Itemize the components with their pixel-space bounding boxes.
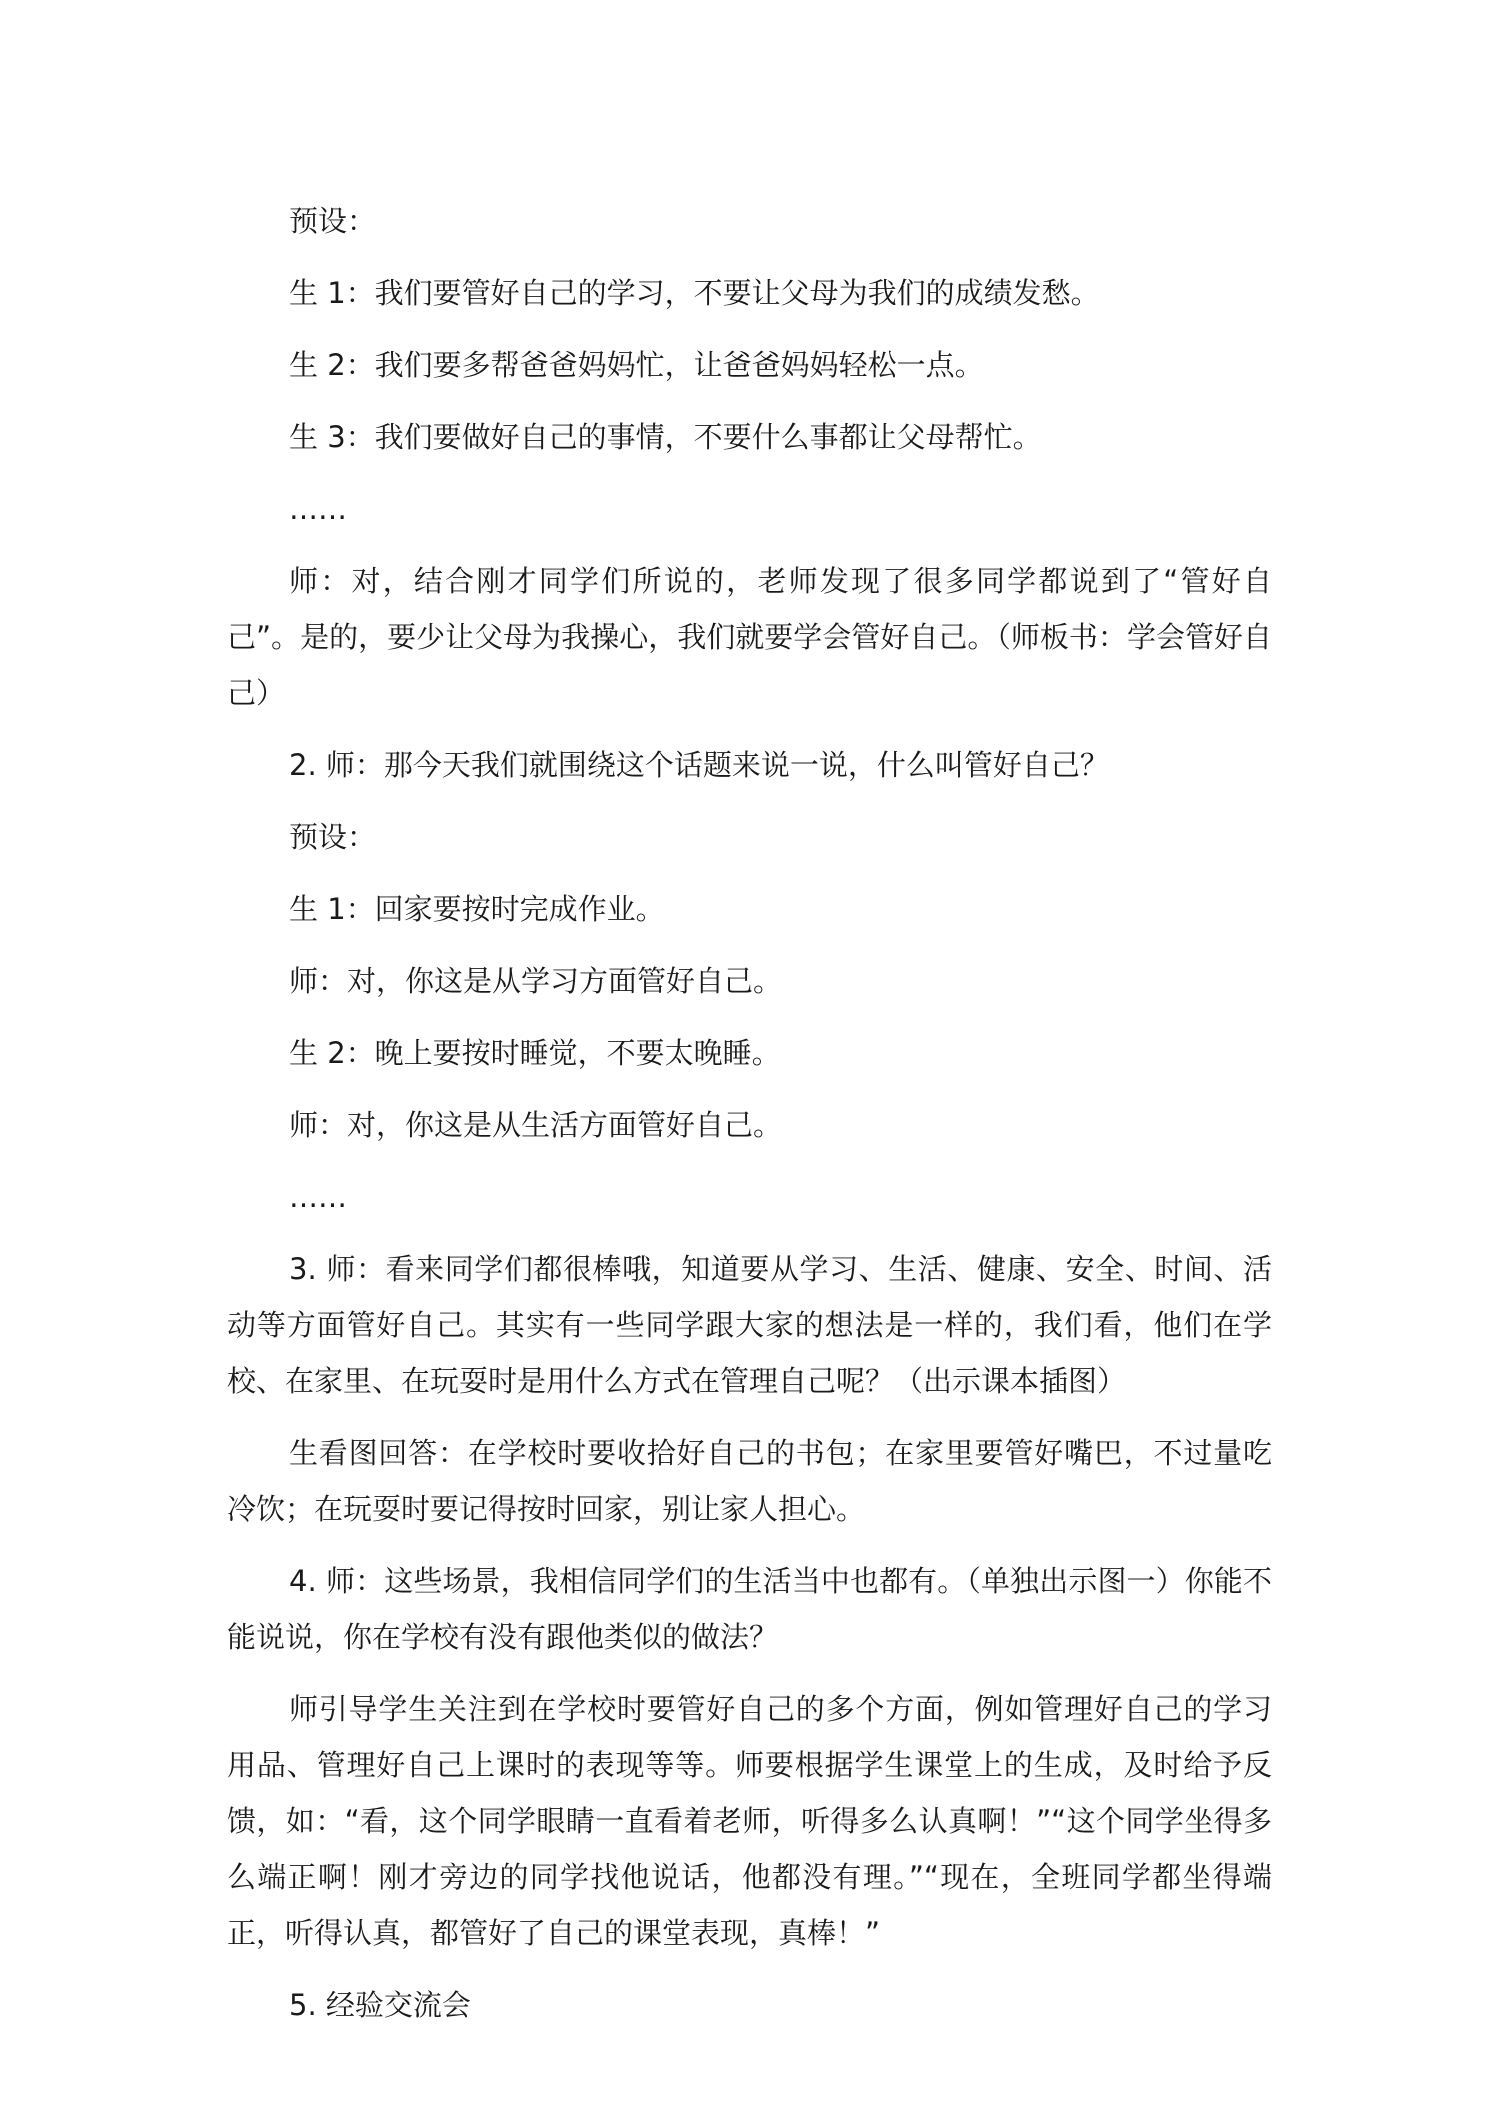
paragraph-student-answer-2: 生 2：晚上要按时睡觉，不要太晚睡。 [289,1036,781,1070]
paragraph-teacher-guidance: 师引导学生关注到在学校时要管好自己的多个方面，例如管理好自己的学习用品、管理好自己上课时的表现等等。师要根据学生课堂上的生成，及时给予反馈，如：“看，这个同学眼睛一直看着老师，听得多么认真啊！”“这个同学坐得多么端正啊！刚才旁边的同学找他说话，他都没有理。”“现在，全班同学都坐得端正，听得认真，都管好了自己的课堂表现，真棒！” [227,1692,1272,1950]
document-body [227,193,1272,2049]
paragraph-teacher-reply-1: 师：对，你这是从学习方面管好自己。 [289,964,783,998]
paragraph-teacher-reply-2: 师：对，你这是从生活方面管好自己。 [289,1108,783,1142]
paragraph-ellipsis-1: …… [289,492,347,526]
paragraph-step-2: 2. 师：那今天我们就围绕这个话题来说一说，什么叫管好自己？ [289,748,1109,782]
paragraph-preset-2: 预设： [289,820,377,854]
paragraph-step-5: 5. 经验交流会 [289,1988,471,2022]
paragraph-student-observation: 生看图回答：在学校时要收拾好自己的书包；在家里要管好嘴巴，不过量吃冷饮；在玩耍时要记得按时回家，别让家人担心。 [227,1436,1272,1526]
paragraph-student-answer-1: 生 1：回家要按时完成作业。 [289,892,665,926]
paragraph-step-3: 3. 师：看来同学们都很棒哦，知道要从学习、生活、健康、安全、时间、活动等方面管好自己。其实有一些同学跟大家的想法是一样的，我们看，他们在学校、在家里、在玩耍时是用什么方式在管理自己呢？（出示课本插图） [227,1252,1272,1398]
paragraph-teacher-summary: 师：对，结合刚才同学们所说的，老师发现了很多同学都说到了“管好自己”。是的，要少让父母为我操心，我们就要学会管好自己。（师板书：学会管好自己） [227,564,1272,710]
paragraph-student-3: 生 3：我们要做好自己的事情，不要什么事都让父母帮忙。 [289,420,1042,454]
paragraph-student-1: 生 1：我们要管好自己的学习，不要让父母为我们的成绩发愁。 [289,276,1100,310]
paragraph-ellipsis-2: …… [289,1180,347,1214]
paragraph-step-4: 4. 师：这些场景，我相信同学们的生活当中也都有。（单独出示图一）你能不能说说，你在学校有没有跟他类似的做法？ [227,1564,1272,1654]
paragraph-preset-1: 预设： [289,204,377,238]
paragraph-student-2: 生 2：我们要多帮爸爸妈妈忙，让爸爸妈妈轻松一点。 [289,348,984,382]
